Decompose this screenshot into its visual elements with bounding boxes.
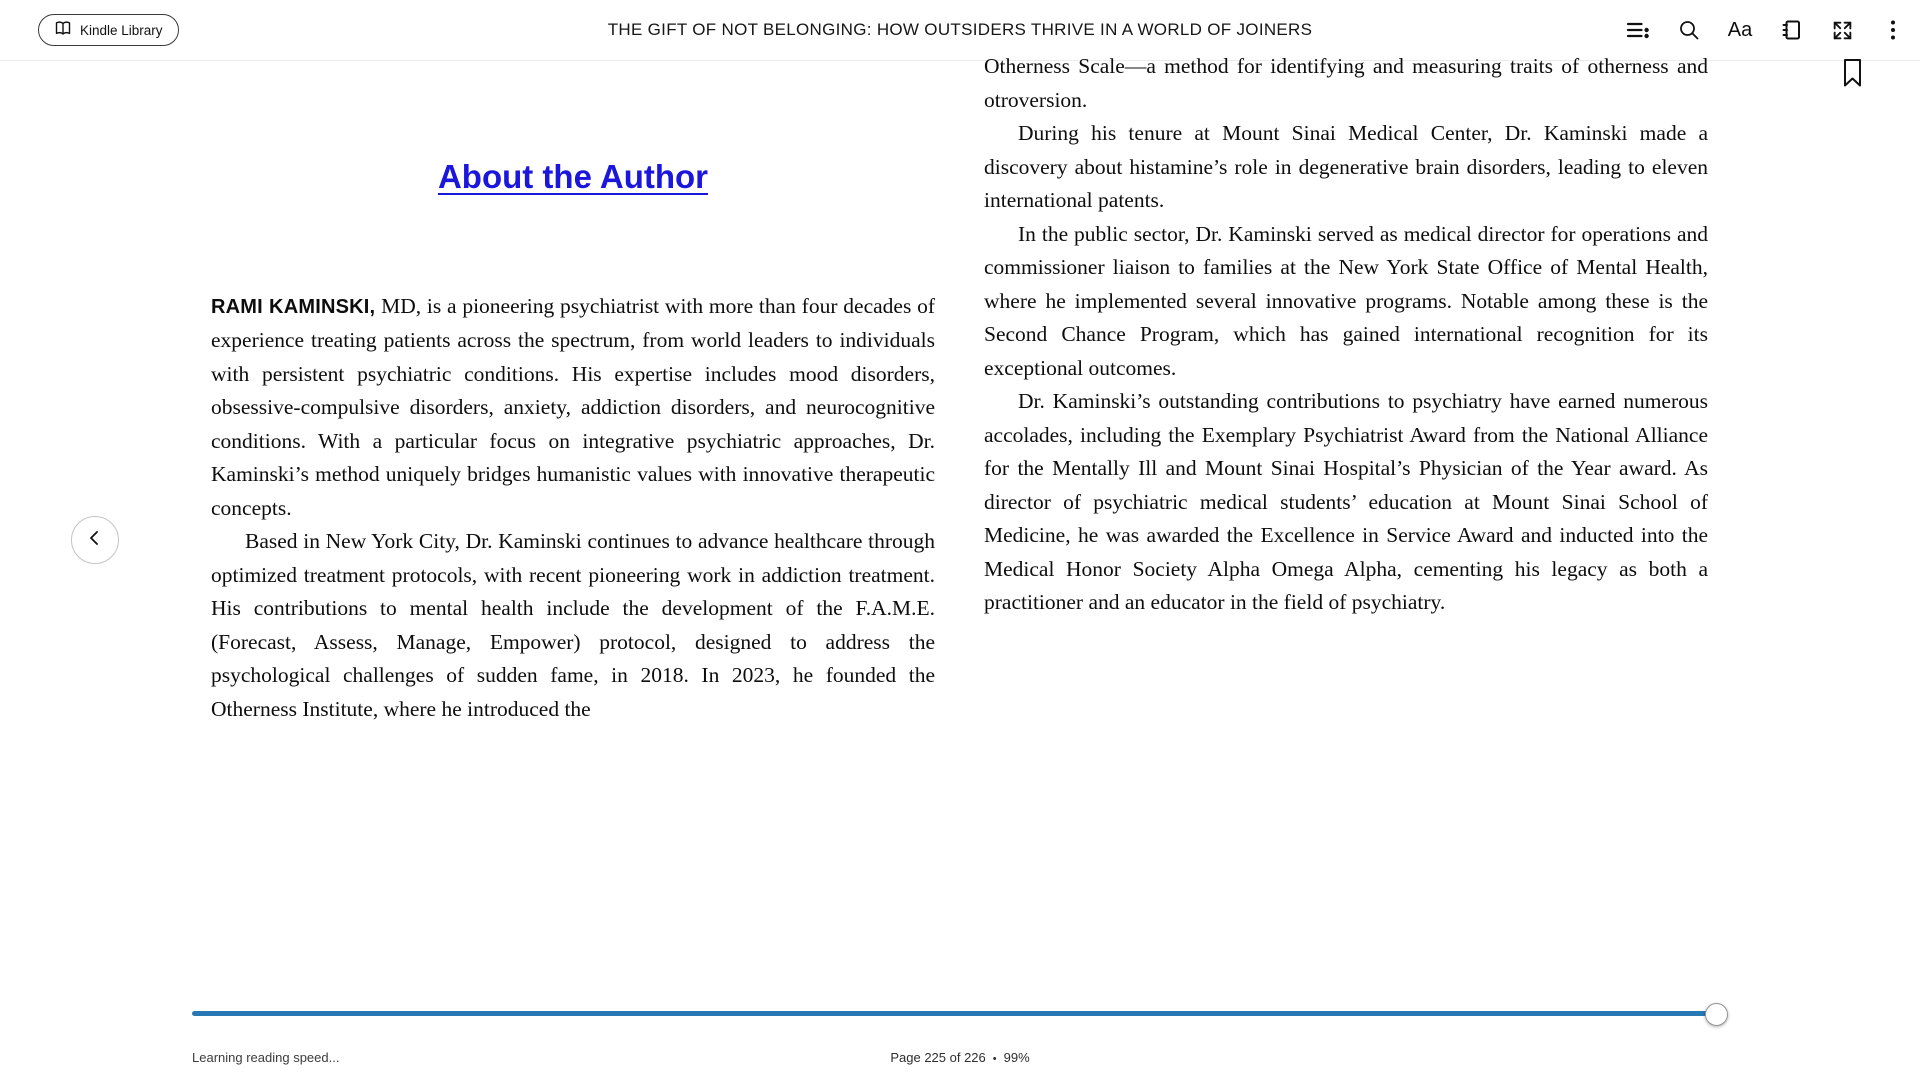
book-title: THE GIFT OF NOT BELONGING: HOW OUTSIDERS THRIVE IN A WORLD OF JOINERS bbox=[607, 20, 1313, 39]
paragraph: Otherness Scale—a method for identifying and measuring traits of otherness and otroversion. bbox=[984, 54, 1708, 112]
reading-column-left bbox=[211, 160, 935, 726]
separator-dot: • bbox=[992, 1053, 997, 1065]
search-icon[interactable] bbox=[1676, 17, 1702, 43]
bookmark-icon[interactable] bbox=[1842, 58, 1863, 93]
paragraph: Based in New York City, Dr. Kaminski continues to advance healthcare through optimized treatment protocols, with recent pioneering work in addiction treatment. His contributions to mental health include the development of the F.A.M.E. (Forecast, Assess, Manage, Empower) protocol, designed to address the psychological challenges of sudden fame, in 2018. In 2023, he founded the Otherness Institute, where he introduced the bbox=[211, 529, 935, 721]
paragraph: In the public sector, Dr. Kaminski served as medical director for operations and commissioner liaison to families at the New York State Office of Mental Health, where he implemented several innovative programs. Notable among these is the Second Chance Program, which has gained international recognition for its exceptional outcomes. bbox=[984, 221, 1708, 380]
overflow-menu-icon[interactable] bbox=[1880, 17, 1906, 43]
paragraph bbox=[211, 290, 935, 526]
page-position-info bbox=[0, 1050, 1920, 1065]
paragraph: During his tenure at Mount Sinai Medical Center, Dr. Kaminski made a discovery about histamine’s role in degenerative brain disorders, leading to eleven international patents. bbox=[984, 121, 1708, 212]
reading-progress-bar[interactable] bbox=[192, 1011, 1729, 1016]
percent-label: 99% bbox=[1003, 1050, 1030, 1065]
chevron-left-icon bbox=[85, 528, 105, 553]
page-layout-icon[interactable] bbox=[1778, 17, 1804, 43]
kindle-library-label: Kindle Library bbox=[80, 22, 163, 38]
progress-slider-handle[interactable] bbox=[1705, 1003, 1728, 1026]
author-name-lead: RAMI KAMINSKI, bbox=[211, 295, 376, 318]
reading-progress-fill bbox=[192, 1011, 1714, 1016]
paragraph: Dr. Kaminski’s outstanding contributions to psychiatry have earned numerous accolades, including the Exemplary Psychiatrist Award from the National Alliance for the Mentally Ill and Mount Sinai Hospital’s Physician of the Year award. As director of psychiatric medical students’ education at Mount Sinai School of Medicine, he was awarded the Excellence in Service Award and inducted into the Medical Honor Society Alpha Omega Alpha, cementing his legacy as both a practitioner and an educator in the field of psychiatry. bbox=[984, 389, 1708, 614]
paragraph-text: MD, is a pioneering psychiatrist with more than four decades of experience treating patients across the spectrum, from world leaders to individuals with persistent psychiatric conditions. His expertise includes mood disorders, obsessive-compulsive disorders, anxiety, addiction disorders, and neurocognitive conditions. With a particular focus on integrative psychiatric approaches, Dr. Kaminski’s method uniquely bridges humanistic values with innovative therapeutic concepts. bbox=[211, 293, 935, 520]
chapter-heading-link[interactable]: About the Author bbox=[437, 158, 709, 195]
reading-column-right bbox=[984, 50, 1708, 620]
previous-page-button[interactable] bbox=[71, 516, 119, 564]
fullscreen-icon[interactable] bbox=[1829, 17, 1855, 43]
page-label: Page 225 of 226 bbox=[890, 1050, 986, 1065]
font-settings-icon[interactable] bbox=[1727, 17, 1753, 43]
font-settings-label: Aa bbox=[1727, 18, 1753, 41]
toc-icon[interactable] bbox=[1625, 17, 1651, 43]
reading-speed-status: Learning reading speed... bbox=[192, 1050, 340, 1065]
